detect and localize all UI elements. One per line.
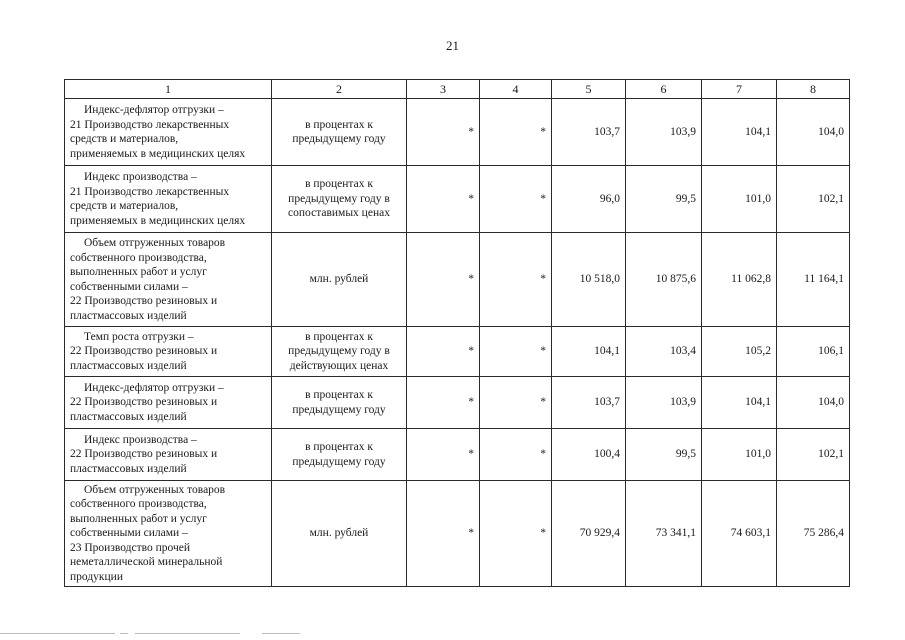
column-header: 3: [407, 80, 480, 99]
value-cell: 104,1: [702, 377, 777, 429]
value-cell: *: [407, 481, 480, 587]
value-cell: 101,0: [702, 166, 777, 233]
unit-cell: в процентах к предыдущему году: [272, 429, 407, 481]
value-cell: *: [407, 429, 480, 481]
value-cell: 103,4: [626, 327, 702, 377]
value-cell: 74 603,1: [702, 481, 777, 587]
value-cell: *: [407, 377, 480, 429]
value-cell: 103,7: [552, 377, 626, 429]
value-cell: 99,5: [626, 166, 702, 233]
value-cell: 11 164,1: [777, 233, 850, 327]
value-cell: 75 286,4: [777, 481, 850, 587]
value-cell: 104,1: [702, 99, 777, 166]
table-row: [65, 429, 850, 481]
indicator-cell: Индекс-дефлятор отгрузки – 22 Производство резиновых и пластмассовых изделий: [65, 377, 272, 429]
column-header: 8: [777, 80, 850, 99]
value-cell: 10 518,0: [552, 233, 626, 327]
column-header: 2: [272, 80, 407, 99]
value-cell: *: [480, 377, 552, 429]
value-cell: *: [407, 99, 480, 166]
value-cell: 103,9: [626, 99, 702, 166]
value-cell: 102,1: [777, 429, 850, 481]
indicator-cell: Темп роста отгрузки – 22 Производство резиновых и пластмассовых изделий: [65, 327, 272, 377]
value-cell: 101,0: [702, 429, 777, 481]
column-header: 6: [626, 80, 702, 99]
indicator-cell: Объем отгруженных товаров собственного производства, выполненных работ и услуг собственными силами – 23 Производство прочей неметаллической минеральной продукции: [65, 481, 272, 587]
unit-cell: в процентах к предыдущему году в действующих ценах: [272, 327, 407, 377]
column-header: 7: [702, 80, 777, 99]
value-cell: *: [480, 429, 552, 481]
value-cell: 99,5: [626, 429, 702, 481]
value-cell: 11 062,8: [702, 233, 777, 327]
scan-artifact-lines: [0, 628, 905, 636]
value-cell: 73 341,1: [626, 481, 702, 587]
value-cell: 104,0: [777, 99, 850, 166]
indicator-cell: Объем отгруженных товаров собственного производства, выполненных работ и услуг собственными силами – 22 Производство резиновых и пластмассовых изделий: [65, 233, 272, 327]
value-cell: *: [480, 233, 552, 327]
value-cell: 105,2: [702, 327, 777, 377]
value-cell: 104,1: [552, 327, 626, 377]
value-cell: 100,4: [552, 429, 626, 481]
value-cell: *: [407, 166, 480, 233]
column-header: 5: [552, 80, 626, 99]
unit-cell: в процентах к предыдущему году: [272, 99, 407, 166]
value-cell: 106,1: [777, 327, 850, 377]
value-cell: *: [480, 327, 552, 377]
table-row: [65, 166, 850, 233]
forecast-table: [64, 79, 850, 587]
header-row: [65, 80, 850, 99]
unit-cell: млн. рублей: [272, 233, 407, 327]
value-cell: 10 875,6: [626, 233, 702, 327]
indicator-cell: Индекс производства – 21 Производство лекарственных средств и материалов, применяемых в медицинских целях: [65, 166, 272, 233]
value-cell: *: [407, 233, 480, 327]
unit-cell: в процентах к предыдущему году в сопоставимых ценах: [272, 166, 407, 233]
value-cell: 103,7: [552, 99, 626, 166]
value-cell: 104,0: [777, 377, 850, 429]
column-header: 4: [480, 80, 552, 99]
page-number: 21: [446, 38, 459, 53]
table-row: [65, 233, 850, 327]
unit-cell: млн. рублей: [272, 481, 407, 587]
table-row: [65, 481, 850, 587]
table-row: [65, 377, 850, 429]
unit-cell: в процентах к предыдущему году: [272, 377, 407, 429]
value-cell: 102,1: [777, 166, 850, 233]
value-cell: *: [407, 327, 480, 377]
value-cell: 103,9: [626, 377, 702, 429]
table-row: [65, 327, 850, 377]
value-cell: 96,0: [552, 166, 626, 233]
indicator-cell: Индекс-дефлятор отгрузки – 21 Производство лекарственных средств и материалов, применяемых в медицинских целях: [65, 99, 272, 166]
value-cell: *: [480, 99, 552, 166]
indicator-cell: Индекс производства – 22 Производство резиновых и пластмассовых изделий: [65, 429, 272, 481]
value-cell: *: [480, 166, 552, 233]
table-row: [65, 99, 850, 166]
value-cell: 70 929,4: [552, 481, 626, 587]
value-cell: *: [480, 481, 552, 587]
column-header: 1: [65, 80, 272, 99]
